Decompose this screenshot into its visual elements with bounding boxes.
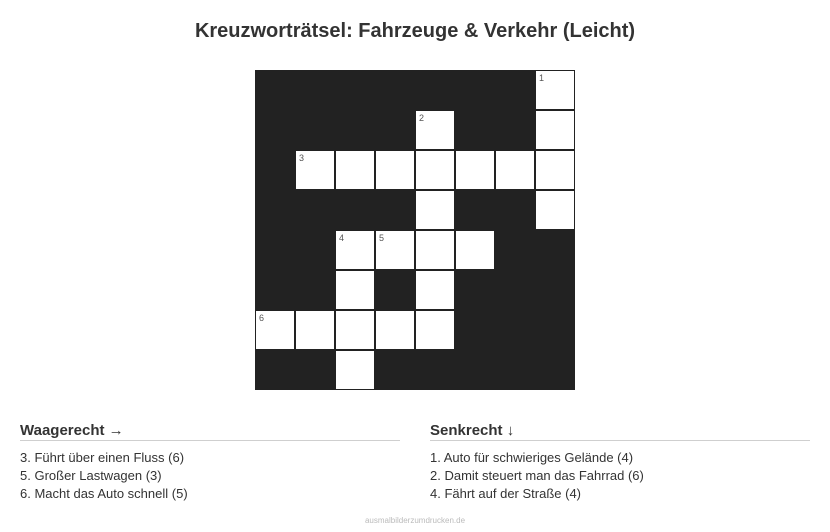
crossword-cell[interactable] — [415, 190, 455, 230]
down-list — [430, 449, 810, 503]
crossword-cell[interactable] — [415, 230, 455, 270]
down-heading: Senkrecht ↓ — [430, 422, 810, 441]
crossword-cell[interactable] — [295, 150, 335, 190]
crossword-cell[interactable] — [535, 110, 575, 150]
clue-down-item: 1. Auto für schwieriges Gelände (4) — [430, 450, 634, 465]
crossword-cell[interactable] — [335, 150, 375, 190]
crossword-cell[interactable] — [335, 230, 375, 270]
crossword-cell[interactable] — [415, 110, 455, 150]
cell-number: 6 — [259, 313, 265, 323]
across-heading: Waagerecht → — [20, 422, 400, 441]
crossword-cell[interactable] — [455, 230, 495, 270]
crossword-cell[interactable] — [375, 230, 415, 270]
across-list — [20, 449, 400, 503]
crossword-cell[interactable] — [535, 150, 575, 190]
crossword-cell[interactable] — [415, 310, 455, 350]
puzzle-title: Kreuzworträtsel: Fahrzeuge & Verkehr (Leicht) — [194, 20, 636, 42]
crossword-cell[interactable] — [375, 150, 415, 190]
crossword-cell[interactable] — [455, 150, 495, 190]
crossword-cell[interactable] — [335, 350, 375, 390]
clue-across-item: 6. Macht das Auto schnell (5) — [20, 486, 188, 501]
crossword-cell[interactable] — [535, 70, 575, 110]
crossword-cell[interactable] — [415, 270, 455, 310]
cell-number: 4 — [339, 233, 345, 243]
crossword-cell[interactable] — [295, 310, 335, 350]
crossword-cell[interactable] — [535, 190, 575, 230]
crossword-cell[interactable] — [255, 310, 295, 350]
crossword-cell[interactable] — [335, 270, 375, 310]
cell-number: 3 — [299, 153, 305, 163]
cell-number: 5 — [379, 233, 385, 243]
crossword-cell[interactable] — [335, 310, 375, 350]
crossword-grid — [255, 70, 575, 390]
clue-across-item: 5. Großer Lastwagen (3) — [20, 468, 162, 483]
crossword-cell[interactable] — [495, 150, 535, 190]
crossword-cell[interactable] — [375, 310, 415, 350]
clue-down-item: 2. Damit steuert man das Fahrrad (6) — [430, 468, 644, 483]
footer-credit: ausmalbilderzumdrucken.de — [364, 516, 466, 525]
crossword-cell[interactable] — [415, 150, 455, 190]
cell-number: 2 — [419, 113, 425, 123]
clues-across — [20, 422, 400, 503]
cell-number: 1 — [539, 73, 545, 83]
clues-down — [430, 422, 810, 503]
clue-across-item: 3. Führt über einen Fluss (6) — [20, 450, 185, 465]
clue-down-item: 4. Fährt auf der Straße (4) — [430, 486, 582, 501]
